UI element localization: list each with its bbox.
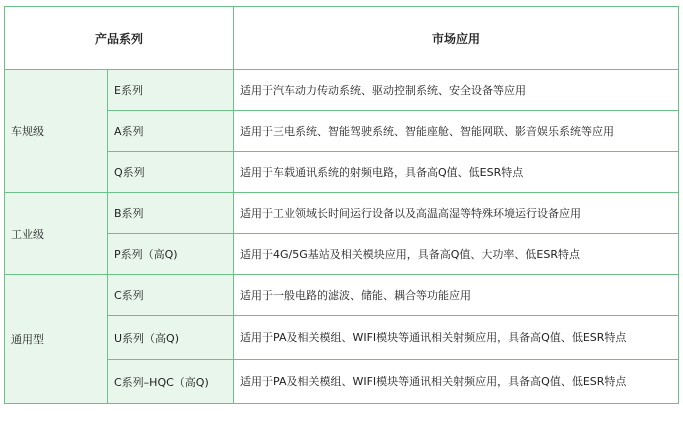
series-cell: Q系列 (108, 152, 234, 193)
application-cell: 适用于车载通讯系统的射频电路，具备高Q值、低ESR特点 (234, 152, 679, 193)
application-cell: 适用于PA及相关模组、WIFI模块等通讯相关射频应用，具备高Q值、低ESR特点 (234, 360, 679, 404)
application-cell: 适用于PA及相关模组、WIFI模块等通讯相关射频应用，具备高Q值、低ESR特点 (234, 316, 679, 360)
series-cell: U系列（高Q) (108, 316, 234, 360)
series-cell: A系列 (108, 111, 234, 152)
header-product-series: 产品系列 (5, 7, 234, 70)
application-cell: 适用于三电系统、智能驾驶系统、智能座舱、智能网联、影音娱乐系统等应用 (234, 111, 679, 152)
series-cell: P系列（高Q) (108, 234, 234, 275)
application-cell: 适用于工业领域长时间运行设备以及高温高湿等特殊环境运行设备应用 (234, 193, 679, 234)
header-market-application: 市场应用 (234, 7, 679, 70)
group-automotive: 车规级 (5, 70, 108, 193)
group-general: 通用型 (5, 275, 108, 404)
series-cell: E系列 (108, 70, 234, 111)
table-row (5, 275, 679, 316)
application-cell: 适用于一般电路的滤波、储能、耦合等功能应用 (234, 275, 679, 316)
application-cell: 适用于汽车动力传动系统、驱动控制系统、安全设备等应用 (234, 70, 679, 111)
series-cell: C系列–HQC（高Q) (108, 360, 234, 404)
application-cell: 适用于4G/5G基站及相关模块应用，具备高Q值、大功率、低ESR特点 (234, 234, 679, 275)
table-row (5, 70, 679, 111)
table-header-row (5, 7, 679, 70)
product-series-table (4, 6, 679, 404)
series-cell: B系列 (108, 193, 234, 234)
table-row (5, 193, 679, 234)
group-industrial: 工业级 (5, 193, 108, 275)
series-cell: C系列 (108, 275, 234, 316)
